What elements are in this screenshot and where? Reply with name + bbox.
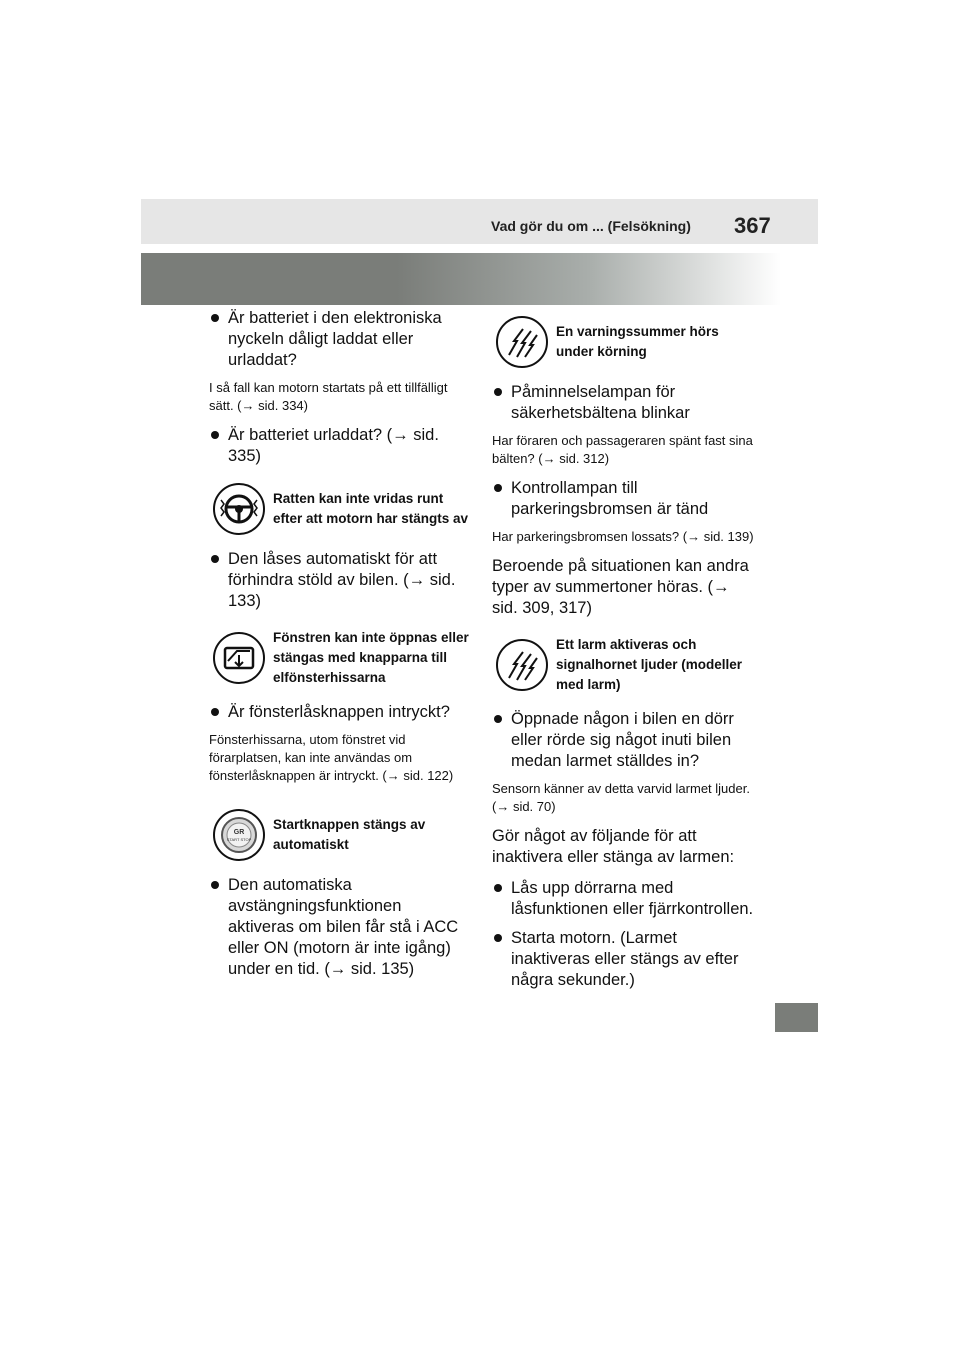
window-switch-icon [213, 632, 265, 684]
note-text: I så fall kan motorn startats på ett tillfälligt sätt. (→ sid. 334) [209, 380, 448, 413]
note-text: Har parkeringsbromsen lossats? (→ sid. 139) [492, 529, 754, 544]
header-band [141, 199, 818, 244]
bullet-item: Den låses automatiskt för att förhindra stöld av bilen. (→ sid. 133) [209, 549, 471, 612]
bullet-item: Starta motorn. (Larmet inaktiveras eller stängs av efter några sekunder.) [492, 928, 754, 991]
header-title: Vad gör du om ... (Felsökning) [491, 218, 691, 234]
bullet-dot-icon [211, 708, 219, 716]
bullet-dot-icon [494, 484, 502, 492]
bullet-item: Är batteriet urladdat? (→ sid. 335) [209, 425, 471, 467]
page-number: 367 [734, 213, 771, 238]
bullet-dot-icon [494, 884, 502, 892]
body-text: Beroende på situationen kan andra typer av summertoner höras. (→ sid. 309, 317) [492, 557, 749, 617]
symptom-heading-text: Ratten kan inte vridas runt efter att motorn har stängts av [273, 491, 469, 526]
section-banner [141, 253, 781, 305]
chapter-tab [775, 1003, 818, 1032]
bullet-item: Den automatiska avstängningsfunktionen aktiveras om bilen får stå i ACC eller ON (motorn är inte igång) under en tid. (→ sid. 135) [209, 875, 471, 980]
body-text: Gör något av följande för att inaktivera eller stänga av larmen: [492, 827, 735, 866]
svg-text:START STOP: START STOP [226, 837, 252, 842]
start-button-icon [213, 809, 265, 861]
symptom-heading [496, 635, 754, 695]
bullet-dot-icon [494, 388, 502, 396]
symptom-heading-text: Ett larm aktiveras och signalhornet ljuder (modeller med larm) [556, 637, 743, 692]
bullet-dot-icon [211, 881, 219, 889]
note-text: Fönsterhissarna, utom fönstret vid förarplatsen, kan inte användas om fönsterlåsknappen är intryckt. (→ sid. 122) [209, 732, 454, 783]
bullet-item: Kontrollampan till parkeringsbromsen är tänd [492, 478, 754, 520]
bullet-dot-icon [494, 715, 502, 723]
right-column [492, 308, 754, 999]
steering-wheel-icon [213, 483, 265, 535]
bullet-item: Är fönsterlåsknappen intryckt? [209, 702, 471, 723]
symptom-heading [213, 628, 471, 688]
bullet-dot-icon [211, 314, 219, 322]
bullet-dot-icon [211, 555, 219, 563]
symptom-heading-text: En varningssummer hörs under körning [556, 324, 719, 359]
symptom-heading-text: Fönstren kan inte öppnas eller stängas med knapparna till elfönsterhissarna [273, 630, 469, 685]
bullet-item: Påminnelselampan för säkerhetsbältena blinkar [492, 382, 754, 424]
symptom-heading [496, 316, 754, 368]
bullet-item: Är batteriet i den elektroniska nyckeln dåligt laddat eller urladdat? [209, 308, 471, 371]
left-column [209, 308, 471, 988]
note-text: Sensorn känner av detta varvid larmet ljuder. (→ sid. 70) [492, 781, 750, 814]
symptom-heading-text: Startknappen stängs av automatiskt [273, 817, 426, 852]
note-text: Har föraren och passageraren spänt fast sina bälten? (→ sid. 312) [492, 433, 753, 466]
alarm-sound-icon [496, 639, 548, 691]
buzzer-sound-icon [496, 316, 548, 368]
symptom-heading [213, 483, 471, 535]
bullet-dot-icon [211, 431, 219, 439]
bullet-item: Öppnade någon i bilen en dörr eller rörde sig något inuti bilen medan larmet ställdes in? [492, 709, 754, 772]
bullet-item: Lås upp dörrarna med låsfunktionen eller fjärrkontrollen. [492, 878, 754, 920]
bullet-dot-icon [494, 934, 502, 942]
symptom-heading [213, 809, 471, 861]
svg-text:GR: GR [233, 829, 245, 836]
